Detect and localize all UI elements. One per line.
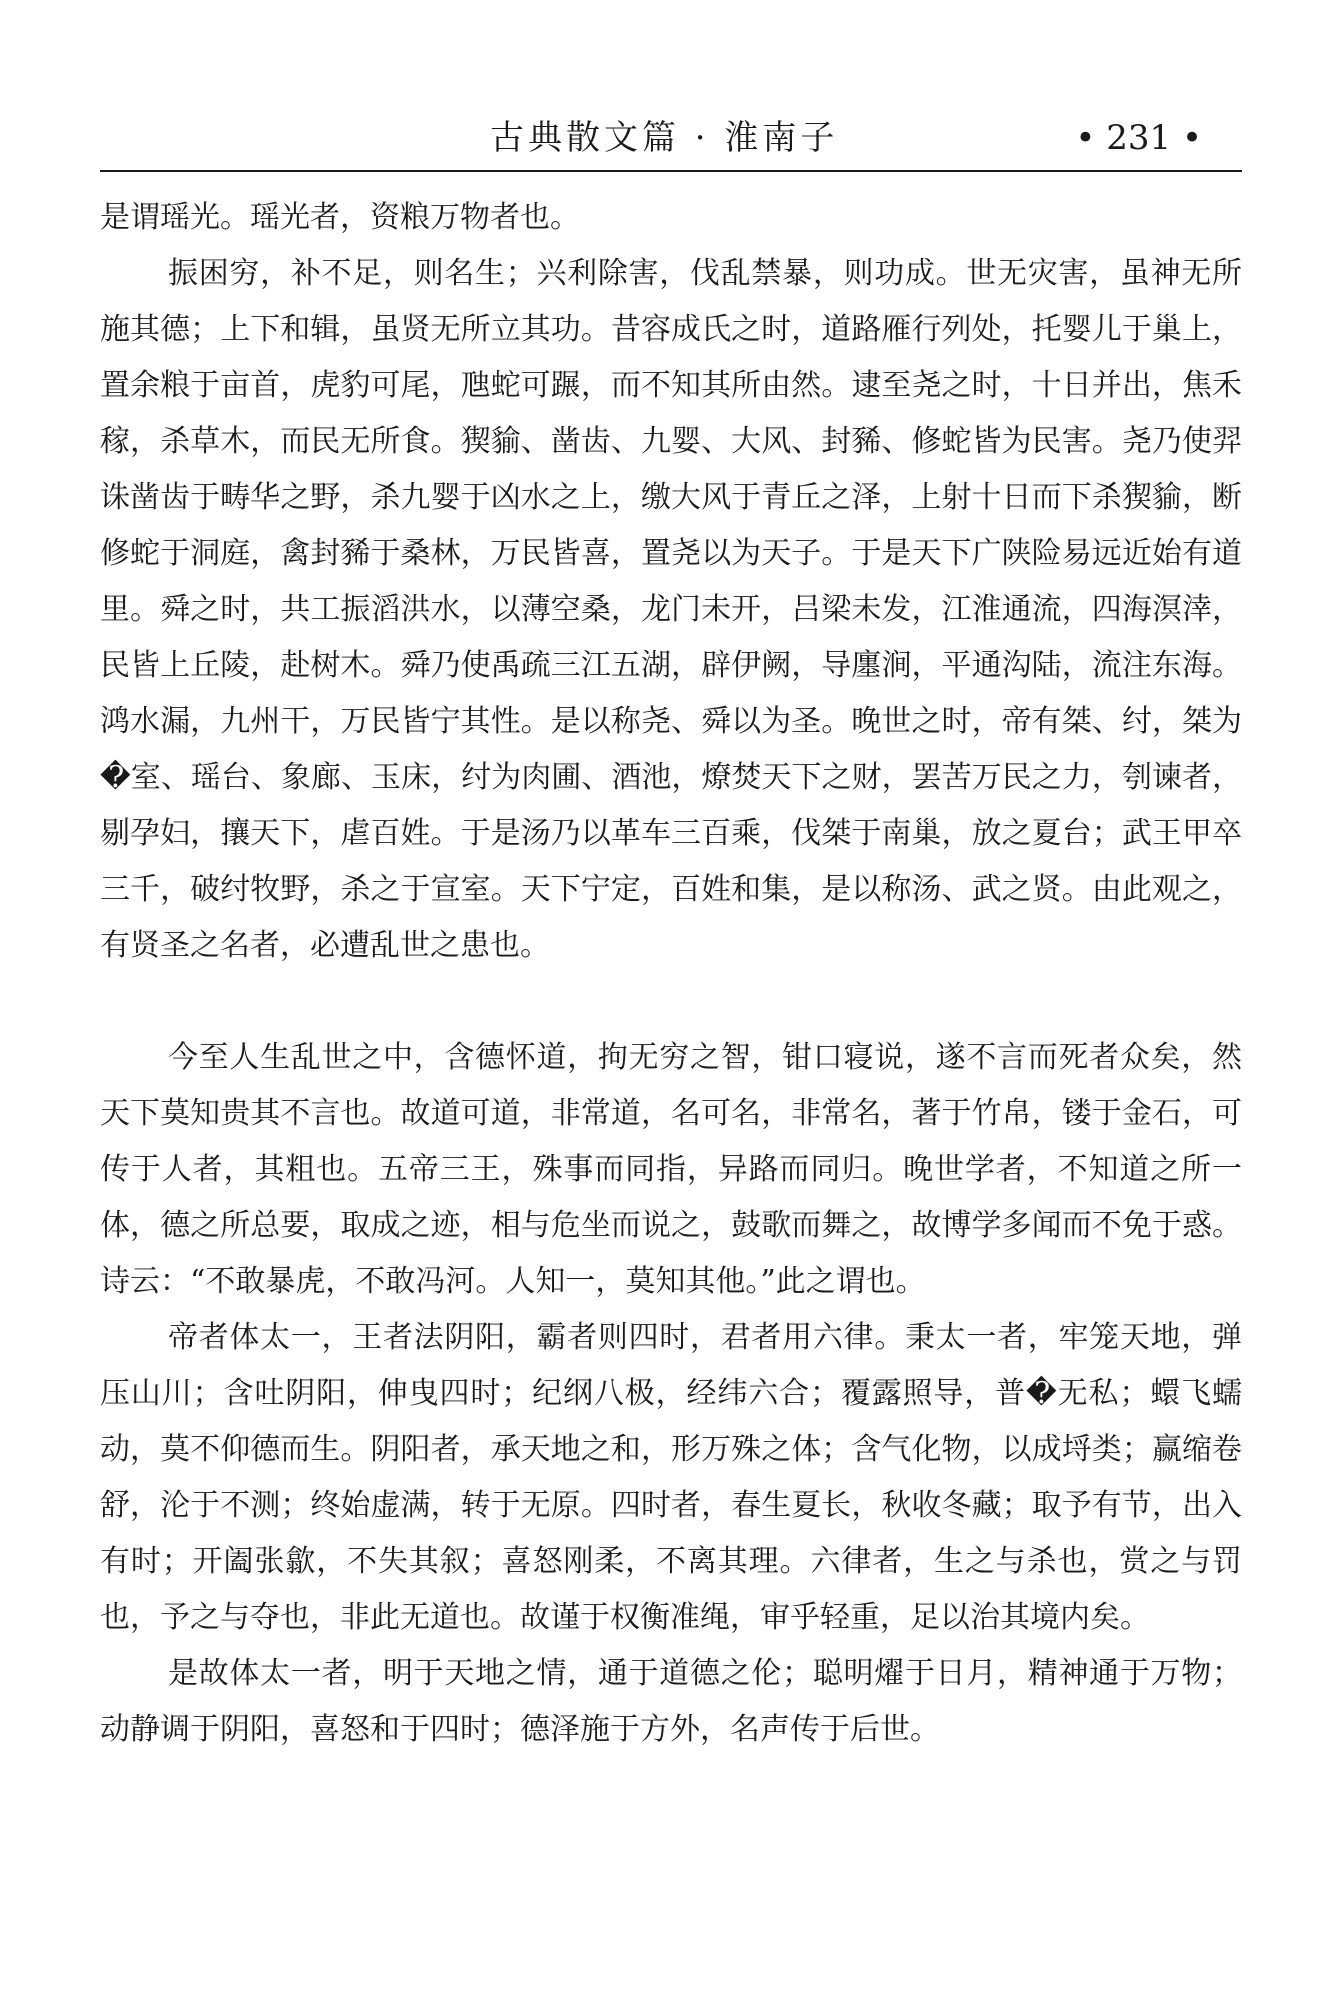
- page-number: • 231 •: [1075, 118, 1202, 158]
- header-rule: [100, 170, 1242, 172]
- running-title: 古典散文篇 · 淮南子: [490, 118, 839, 158]
- section-gap: [100, 974, 1242, 1030]
- running-head: [100, 108, 1242, 168]
- paragraph-continued: 是谓瑶光。瑶光者，资粮万物者也。: [100, 200, 580, 235]
- paragraph-zhiren: 今至人生乱世之中，含德怀道，拘无穷之智，钳口寝说，遂不言而死者众矣，然天下莫知贵其不言也。故道可道，非常道，名可名，非常名，著于竹帛，镂于金石，可传于人者，其粗也。五帝三王，殊事而同指，异路而同归。晚世学者，不知道之所一体，德之所总要，取成之迹，相与危坐而说之，鼓歌而舞之，故博学多闻而不免于惑。诗云：“不敢暴虎，不敢冯河。人知一，莫知其他。”此之谓也。: [100, 1040, 1242, 1299]
- body-text: [100, 190, 1242, 1758]
- paragraph-conclusion: 是故体太一者，明于天地之情，通于道德之伦；聪明燿于日月，精神通于万物；动静调于阴阳，喜怒和于四时；德泽施于方外，名声传于后世。: [100, 1656, 1242, 1747]
- paragraph-taiyi: 帝者体太一，王者法阴阳，霸者则四时，君者用六律。秉太一者，牢笼天地，弹压山川；含吐阴阳，伸曳四时；纪纲八极，经纬六合；覆露照导，普�无私；蠉飞蠕动，莫不仰德而生。阴阳者，承天地之和，形万殊之体；含气化物，以成埒类；赢缩卷舒，沦于不测；终始虚满，转于无原。四时者，春生夏长，秋收冬藏；取予有节，出入有时；开阖张歙，不失其叙；喜怒刚柔，不离其理。六律者，生之与杀也，赏之与罚也，予之与夺也，非此无道也。故谨于权衡准绳，审乎轻重，足以治其境内矣。: [100, 1320, 1242, 1635]
- paragraph-yao-shun: 振困穷，补不足，则名生；兴利除害，伐乱禁暴，则功成。世无灾害，虽神无所施其德；上下和辑，虽贤无所立其功。昔容成氏之时，道路雁行列处，托婴儿于巢上，置余粮于亩首，虎豹可尾，虺蛇可蹍，而不知其所由然。逮至尧之时，十日并出，焦禾稼，杀草木，而民无所食。猰貐、凿齿、九婴、大风、封豨、修蛇皆为民害。尧乃使羿诛凿齿于畴华之野，杀九婴于凶水之上，缴大风于青丘之泽，上射十日而下杀猰貐，断修蛇于洞庭，禽封豨于桑林，万民皆喜，置尧以为天子。于是天下广陕险易远近始有道里。舜之时，共工振滔洪水，以薄空桑，龙门未开，吕梁未发，江淮通流，四海溟涬，民皆上丘陵，赴树木。舜乃使禹疏三江五湖，辟伊阙，导廛涧，平通沟陆，流注东海。鸿水漏，九州干，万民皆宁其性。是以称尧、舜以为圣。晚世之时，帝有桀、纣，桀为�室、瑶台、象廊、玉床，纣为肉圃、酒池，燎焚天下之财，罢苦万民之力，刳谏者，剔孕妇，攘天下，虐百姓。于是汤乃以革车三百乘，伐桀于南巢，放之夏台；武王甲卒三千，破纣牧野，杀之于宣室。天下宁定，百姓和集，是以称汤、武之贤。由此观之，有贤圣之名者，必遭乱世之患也。: [100, 256, 1242, 963]
